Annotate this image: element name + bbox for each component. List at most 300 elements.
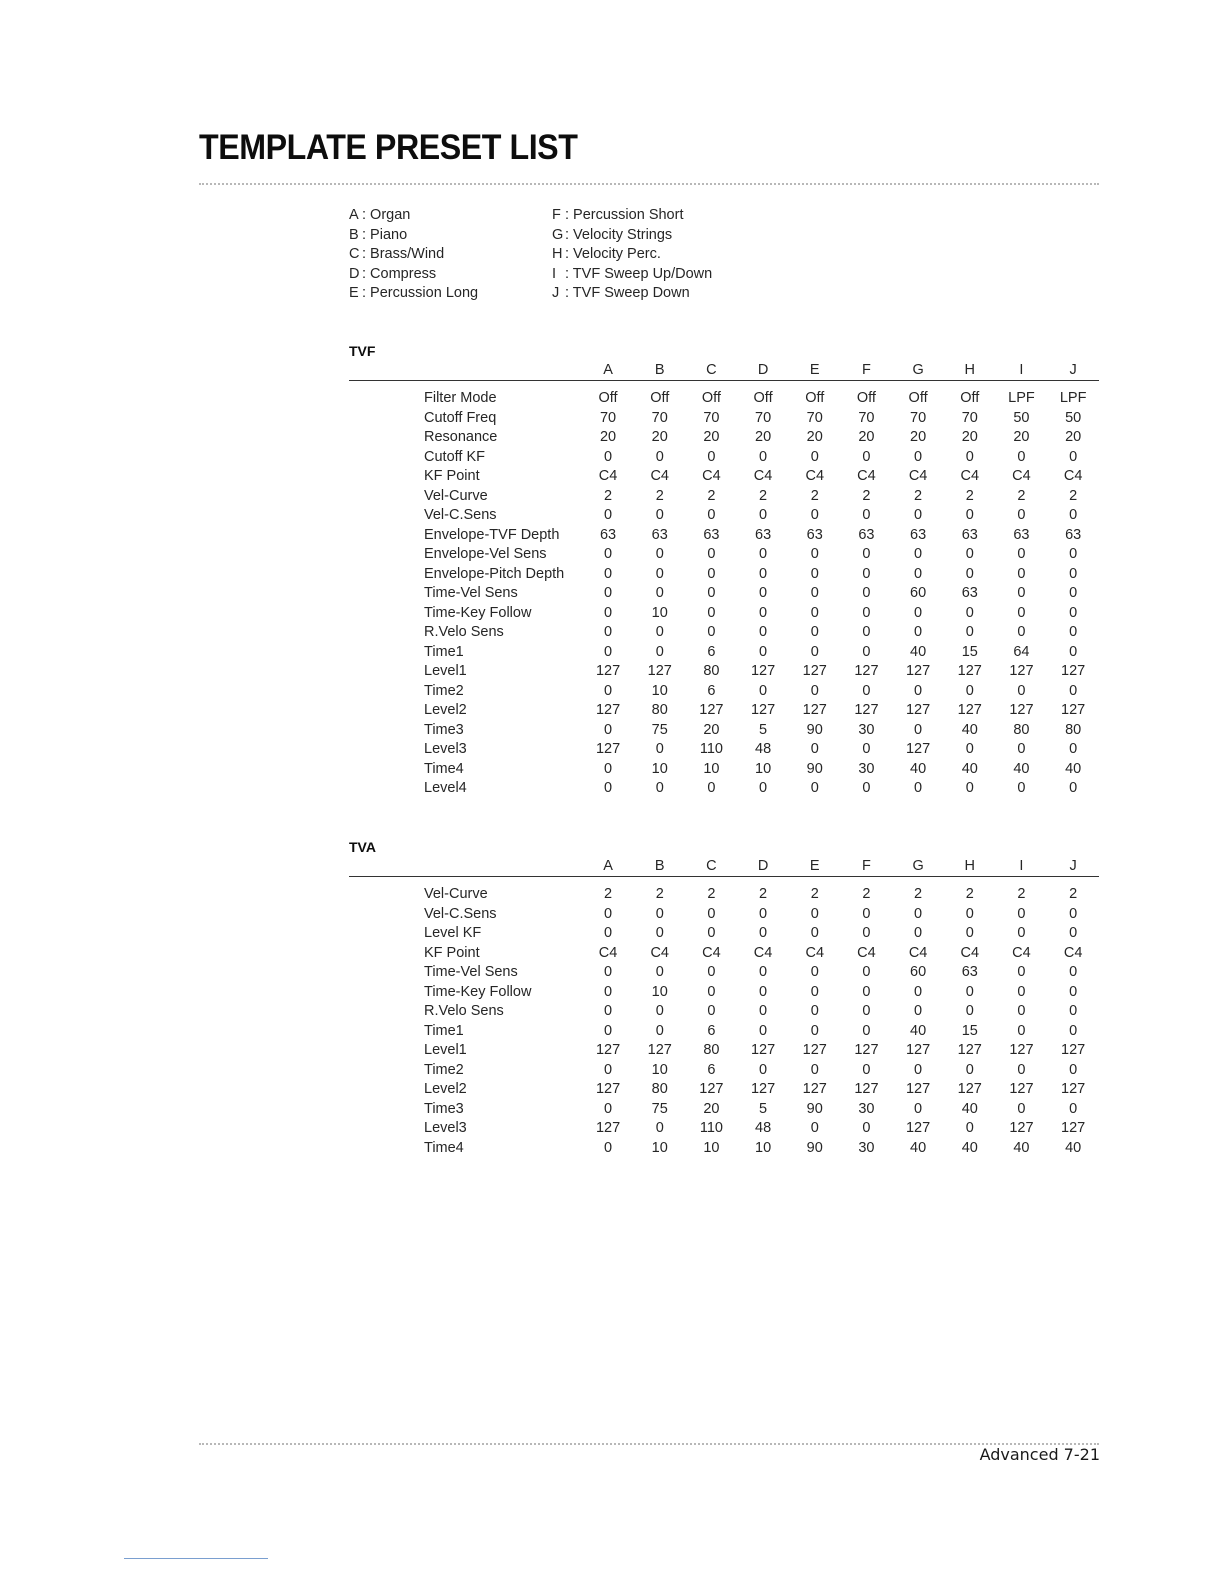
parameter-value: 127 xyxy=(1009,1081,1034,1097)
legend-item-b xyxy=(349,226,478,246)
parameter-value: 0 xyxy=(810,964,819,980)
parameter-name: Time-Vel Sens xyxy=(424,964,518,980)
parameter-value: 127 xyxy=(595,1081,621,1097)
parameter-value: 127 xyxy=(905,702,931,718)
parameter-value: 0 xyxy=(1017,682,1026,699)
scan-edge-line xyxy=(124,1558,268,1559)
parameter-value: 20 xyxy=(910,429,927,445)
parameter-value: 0 xyxy=(965,565,974,582)
table-row xyxy=(349,1041,1099,1061)
parameter-value: 0 xyxy=(707,565,716,582)
legend-key: I xyxy=(552,265,557,282)
parameter-value: 0 xyxy=(655,964,664,980)
parameter-value: 127 xyxy=(854,1081,879,1097)
parameter-value: 0 xyxy=(759,448,768,465)
legend-key: D xyxy=(349,265,360,282)
parameter-value: 0 xyxy=(862,546,871,562)
parameter-value: 10 xyxy=(651,760,668,777)
parameter-value: 127 xyxy=(802,702,827,718)
table-row xyxy=(349,740,1099,760)
parameter-name: Level1 xyxy=(424,663,467,679)
parameter-value: 63 xyxy=(961,964,978,980)
parameter-value: 10 xyxy=(703,1139,720,1156)
parameter-value: 63 xyxy=(961,585,978,601)
parameter-value: 127 xyxy=(750,1042,776,1058)
tvf-table-header xyxy=(349,360,1099,381)
legend-text: : TVF Sweep Up/Down xyxy=(565,265,713,282)
parameter-value: 40 xyxy=(910,1022,927,1039)
parameter-value: 30 xyxy=(858,721,875,738)
parameter-value: 2 xyxy=(965,487,974,504)
parameter-value: 10 xyxy=(755,1139,772,1156)
parameter-value: 10 xyxy=(651,1139,668,1156)
parameter-value: 0 xyxy=(862,643,871,660)
legend-item-i xyxy=(552,265,712,285)
parameter-value: 127 xyxy=(647,663,672,679)
parameter-value: 0 xyxy=(914,448,923,465)
column-header: J xyxy=(1047,360,1099,381)
parameter-name: Time2 xyxy=(424,682,464,699)
parameter-value: 0 xyxy=(759,565,768,582)
parameter-value: 0 xyxy=(862,1022,871,1039)
table-row xyxy=(349,760,1099,780)
parameter-value: 0 xyxy=(810,983,819,1000)
table-row xyxy=(349,526,1099,546)
table-row xyxy=(349,905,1099,925)
parameter-value: 0 xyxy=(1017,741,1026,757)
parameter-value: 0 xyxy=(1069,546,1078,562)
parameter-value: 20 xyxy=(599,429,617,445)
parameter-value: 0 xyxy=(965,448,974,465)
parameter-value: 0 xyxy=(604,780,613,796)
legend-text: : TVF Sweep Down xyxy=(565,285,690,302)
parameter-value: 0 xyxy=(655,780,664,796)
parameter-value: 0 xyxy=(604,721,613,738)
tva-table-body xyxy=(349,877,1099,1159)
table-row xyxy=(349,545,1099,565)
parameter-value: 0 xyxy=(1017,1061,1026,1078)
parameter-value: 90 xyxy=(806,760,823,777)
parameter-value: 0 xyxy=(707,964,716,980)
table-row xyxy=(349,623,1099,643)
parameter-value: Off xyxy=(650,390,670,406)
parameter-value: 0 xyxy=(1017,604,1026,621)
table-row xyxy=(349,1139,1099,1159)
column-header: A xyxy=(582,856,634,877)
parameter-name: Level1 xyxy=(424,1042,467,1058)
parameter-value: 20 xyxy=(703,721,720,738)
column-header: H xyxy=(944,856,996,877)
parameter-value: 0 xyxy=(1017,546,1026,562)
table-row xyxy=(349,381,1099,409)
parameter-value: 127 xyxy=(802,663,827,679)
parameter-value: 0 xyxy=(965,507,974,523)
parameter-value: 0 xyxy=(655,925,664,941)
parameter-value: 0 xyxy=(655,1022,664,1039)
parameter-value: 90 xyxy=(806,721,823,738)
parameter-value: 0 xyxy=(759,1061,768,1078)
parameter-value: 127 xyxy=(905,1120,931,1136)
legend-item-f xyxy=(552,206,712,226)
parameter-value: 0 xyxy=(1069,624,1078,640)
parameter-value: C4 xyxy=(598,468,618,484)
parameter-value: C4 xyxy=(1012,944,1031,961)
parameter-value: 0 xyxy=(810,780,819,796)
parameter-value: 90 xyxy=(806,1100,823,1117)
parameter-value: 127 xyxy=(905,741,931,757)
parameter-value: 127 xyxy=(750,702,776,718)
parameter-value: 127 xyxy=(854,702,879,718)
parameter-name: Time2 xyxy=(424,1061,464,1078)
parameter-value: 0 xyxy=(604,546,613,562)
column-header: A xyxy=(582,360,634,381)
tva-section-title: TVA xyxy=(349,839,376,855)
parameter-value: 2 xyxy=(914,886,923,902)
parameter-name: KF Point xyxy=(424,468,480,484)
column-header: G xyxy=(892,856,944,877)
parameter-value: 40 xyxy=(1013,760,1030,777)
parameter-value: 0 xyxy=(707,624,716,640)
parameter-value: 40 xyxy=(1065,1139,1082,1156)
parameter-value: 0 xyxy=(604,565,613,582)
parameter-value: 63 xyxy=(806,526,823,543)
parameter-value: 0 xyxy=(655,546,664,562)
parameter-value: 40 xyxy=(961,721,978,738)
parameter-value: 127 xyxy=(1061,1042,1086,1058)
table-row xyxy=(349,924,1099,944)
parameter-name: Time3 xyxy=(424,1100,464,1117)
legend-key: E xyxy=(349,285,359,302)
parameter-value: 60 xyxy=(910,964,927,980)
parameter-value: 0 xyxy=(1069,964,1078,980)
parameter-value: 0 xyxy=(810,448,819,465)
parameter-value: 0 xyxy=(1017,925,1026,941)
parameter-value: 0 xyxy=(655,585,664,601)
parameter-value: LPF xyxy=(1059,390,1087,406)
parameter-value: 20 xyxy=(858,429,875,445)
parameter-value: 0 xyxy=(759,1022,768,1039)
column-header: F xyxy=(841,360,893,381)
parameter-value: 2 xyxy=(862,886,871,902)
parameter-value: 30 xyxy=(858,1100,875,1117)
parameter-value: 80 xyxy=(703,1042,720,1058)
parameter-value: 0 xyxy=(1017,448,1026,465)
legend-text: : Velocity Strings xyxy=(565,226,673,243)
parameter-value: 20 xyxy=(961,429,978,445)
parameter-value: 5 xyxy=(759,721,768,738)
parameter-value: 6 xyxy=(707,682,716,699)
legend-key: C xyxy=(349,246,360,263)
parameter-value: 0 xyxy=(1069,643,1078,660)
parameter-value: 63 xyxy=(1013,526,1030,543)
parameter-name: Time-Key Follow xyxy=(424,983,532,1000)
parameter-value: 127 xyxy=(595,1120,621,1136)
parameter-value: 0 xyxy=(810,741,819,757)
parameter-value: C4 xyxy=(702,468,721,484)
parameter-value: 70 xyxy=(651,409,668,426)
parameter-value: 0 xyxy=(810,905,819,922)
parameter-value: 0 xyxy=(759,604,768,621)
legend-item-c xyxy=(349,245,478,265)
parameter-value: 0 xyxy=(914,1003,923,1019)
parameter-value: 0 xyxy=(965,1003,974,1019)
parameter-value: 127 xyxy=(1009,1042,1034,1058)
parameter-value: 2 xyxy=(965,886,974,902)
parameter-value: 0 xyxy=(810,1061,819,1078)
parameter-value: 50 xyxy=(1013,409,1030,426)
legend-item-d xyxy=(349,265,478,285)
parameter-value: 110 xyxy=(699,741,723,757)
parameter-name: Time1 xyxy=(424,643,464,660)
parameter-name: KF Point xyxy=(424,944,480,961)
parameter-value: 6 xyxy=(707,1061,716,1078)
parameter-value: 0 xyxy=(1017,1100,1026,1117)
parameter-value: 0 xyxy=(862,682,871,699)
parameter-value: 0 xyxy=(707,507,716,523)
parameter-value: 0 xyxy=(1069,741,1078,757)
parameter-value: Off xyxy=(598,390,618,406)
parameter-value: 2 xyxy=(655,886,664,902)
parameter-value: 0 xyxy=(965,925,974,941)
parameter-value: 0 xyxy=(914,682,923,699)
parameter-value: 48 xyxy=(755,741,772,757)
parameter-value: 0 xyxy=(1017,585,1026,601)
parameter-value: 63 xyxy=(651,526,668,543)
legend-text: : Compress xyxy=(362,265,437,282)
table-row xyxy=(349,944,1099,964)
table-row xyxy=(349,1002,1099,1022)
legend-text: : Piano xyxy=(362,226,408,243)
table-row xyxy=(349,506,1099,526)
parameter-value: C4 xyxy=(960,468,980,484)
column-header: I xyxy=(996,360,1048,381)
legend-left-column xyxy=(349,206,478,304)
column-header: E xyxy=(789,360,841,381)
column-header: D xyxy=(737,856,789,877)
table-row xyxy=(349,1119,1099,1139)
parameter-value: 127 xyxy=(802,1042,827,1058)
parameter-value: 70 xyxy=(961,409,978,426)
parameter-value: C4 xyxy=(805,944,825,961)
header-spacer xyxy=(349,856,582,877)
parameter-value: 70 xyxy=(703,409,720,426)
parameter-value: C4 xyxy=(805,468,825,484)
table-row xyxy=(349,428,1099,448)
page-number: Advanced 7-21 xyxy=(979,1445,1100,1464)
parameter-value: Off xyxy=(805,390,825,406)
table-row xyxy=(349,448,1099,468)
parameter-value: 0 xyxy=(759,546,768,562)
tvf-section-title: TVF xyxy=(349,343,376,359)
parameter-value: C4 xyxy=(1012,468,1031,484)
parameter-value: 0 xyxy=(810,1003,819,1019)
parameter-name: Cutoff Freq xyxy=(424,409,497,426)
parameter-value: 90 xyxy=(806,1139,823,1156)
parameter-value: 48 xyxy=(755,1120,772,1136)
tvf-parameter-table xyxy=(349,360,1099,799)
parameter-value: 10 xyxy=(651,682,668,699)
page-title: TEMPLATE PRESET LIST xyxy=(199,128,578,167)
parameter-value: C4 xyxy=(908,944,928,961)
column-header: B xyxy=(634,856,686,877)
parameter-value: 2 xyxy=(862,487,871,504)
parameter-value: 0 xyxy=(707,780,716,796)
parameter-name: Level2 xyxy=(424,702,467,718)
parameter-name: Envelope-Vel Sens xyxy=(424,546,547,562)
parameter-value: 0 xyxy=(1017,905,1026,922)
parameter-value: 0 xyxy=(1069,1100,1078,1117)
parameter-value: 10 xyxy=(703,760,720,777)
parameter-value: 75 xyxy=(651,1100,668,1117)
legend-key: A xyxy=(349,207,359,223)
table-row xyxy=(349,877,1099,905)
column-header: F xyxy=(841,856,893,877)
parameter-value: 0 xyxy=(862,624,871,640)
table-row xyxy=(349,565,1099,585)
parameter-value: C4 xyxy=(857,468,876,484)
parameter-value: 63 xyxy=(961,526,978,543)
legend-key: H xyxy=(552,246,563,263)
parameter-value: 0 xyxy=(1017,964,1026,980)
parameter-value: 0 xyxy=(604,624,613,640)
parameter-value: 127 xyxy=(595,1042,621,1058)
parameter-value: 0 xyxy=(604,585,613,601)
table-row xyxy=(349,409,1099,429)
parameter-value: 20 xyxy=(703,1100,720,1117)
parameter-value: 0 xyxy=(604,1003,613,1019)
parameter-value: 127 xyxy=(699,702,724,718)
parameter-value: 0 xyxy=(914,721,923,738)
parameter-value: 20 xyxy=(1013,429,1030,445)
parameter-value: 0 xyxy=(965,905,974,922)
parameter-value: 6 xyxy=(707,1022,716,1039)
column-header: J xyxy=(1047,856,1099,877)
tvf-table-body xyxy=(349,381,1099,799)
parameter-value: 0 xyxy=(914,1100,923,1117)
table-row xyxy=(349,701,1099,721)
parameter-value: 127 xyxy=(1061,1081,1086,1097)
parameter-value: 0 xyxy=(707,604,716,621)
table-row xyxy=(349,1061,1099,1081)
parameter-value: 20 xyxy=(703,429,720,445)
parameter-value: 0 xyxy=(914,905,923,922)
parameter-value: 30 xyxy=(858,760,875,777)
table-row xyxy=(349,1100,1099,1120)
parameter-value: 40 xyxy=(910,1139,927,1156)
parameter-value: 0 xyxy=(1017,983,1026,1000)
parameter-name: Time1 xyxy=(424,1022,464,1039)
parameter-name: Time4 xyxy=(424,760,464,777)
parameter-value: 0 xyxy=(759,682,768,699)
parameter-name: Vel-C.Sens xyxy=(424,507,497,523)
parameter-value: 75 xyxy=(651,721,668,738)
parameter-value: 0 xyxy=(604,643,613,660)
parameter-value: 0 xyxy=(604,1139,613,1156)
parameter-value: 70 xyxy=(806,409,823,426)
parameter-value: 0 xyxy=(810,546,819,562)
parameter-value: 2 xyxy=(759,487,768,504)
parameter-value: 127 xyxy=(802,1081,827,1097)
column-header: C xyxy=(686,360,738,381)
parameter-value: 0 xyxy=(862,964,871,980)
parameter-value: 0 xyxy=(862,780,871,796)
parameter-value: 0 xyxy=(914,565,923,582)
parameter-value: 0 xyxy=(604,925,613,941)
parameter-value: 0 xyxy=(655,1120,664,1136)
table-row xyxy=(349,487,1099,507)
parameter-value: 40 xyxy=(961,1100,978,1117)
parameter-value: 0 xyxy=(759,624,768,640)
legend-key: F xyxy=(552,207,561,223)
parameter-value: 0 xyxy=(1017,507,1026,523)
parameter-value: 0 xyxy=(810,624,819,640)
parameter-value: 0 xyxy=(604,507,613,523)
parameter-value: 127 xyxy=(647,1042,672,1058)
parameter-value: 0 xyxy=(604,1022,613,1039)
top-divider xyxy=(199,183,1099,185)
parameter-value: 0 xyxy=(965,682,974,699)
parameter-value: 0 xyxy=(1069,1022,1078,1039)
parameter-value: 0 xyxy=(810,585,819,601)
parameter-value: 127 xyxy=(905,1081,931,1097)
parameter-value: 0 xyxy=(1017,780,1026,796)
parameter-value: 64 xyxy=(1013,643,1030,660)
parameter-value: 0 xyxy=(810,925,819,941)
parameter-value: 0 xyxy=(604,983,613,1000)
parameter-value: 2 xyxy=(914,487,923,504)
legend-text: : Organ xyxy=(362,207,411,223)
parameter-value: 2 xyxy=(707,886,716,902)
parameter-value: 0 xyxy=(604,905,613,922)
parameter-value: 0 xyxy=(604,448,613,465)
parameter-value: Off xyxy=(908,390,928,406)
parameter-name: Level KF xyxy=(424,925,482,941)
parameter-value: 0 xyxy=(707,925,716,941)
parameter-value: 0 xyxy=(759,1003,768,1019)
parameter-value: 2 xyxy=(604,487,613,504)
parameter-value: 0 xyxy=(655,741,664,757)
parameter-value: 0 xyxy=(707,448,716,465)
parameter-value: 2 xyxy=(1017,487,1026,504)
parameter-value: 40 xyxy=(961,1139,978,1156)
parameter-value: 0 xyxy=(914,925,923,941)
parameter-value: C4 xyxy=(857,944,876,961)
parameter-value: C4 xyxy=(960,944,980,961)
parameter-name: Level4 xyxy=(424,780,467,796)
legend-item-h xyxy=(552,245,712,265)
parameter-value: C4 xyxy=(650,944,669,961)
column-header: I xyxy=(996,856,1048,877)
parameter-value: 63 xyxy=(1065,526,1082,543)
parameter-name: R.Velo Sens xyxy=(424,624,504,640)
parameter-value: C4 xyxy=(1063,944,1083,961)
table-row xyxy=(349,662,1099,682)
parameter-value: Off xyxy=(701,390,721,406)
parameter-value: 0 xyxy=(810,1120,819,1136)
parameter-value: 0 xyxy=(1069,682,1078,699)
tva-parameter-table xyxy=(349,856,1099,1158)
parameter-value: 0 xyxy=(1069,604,1078,621)
parameter-value: Off xyxy=(856,390,876,406)
parameter-value: 80 xyxy=(1065,721,1082,738)
parameter-value: 0 xyxy=(914,780,923,796)
parameter-value: 80 xyxy=(703,663,720,679)
parameter-value: 80 xyxy=(651,1081,668,1097)
parameter-value: 0 xyxy=(862,507,871,523)
table-row xyxy=(349,1080,1099,1100)
parameter-value: 0 xyxy=(1069,585,1078,601)
parameter-value: 0 xyxy=(759,925,768,941)
